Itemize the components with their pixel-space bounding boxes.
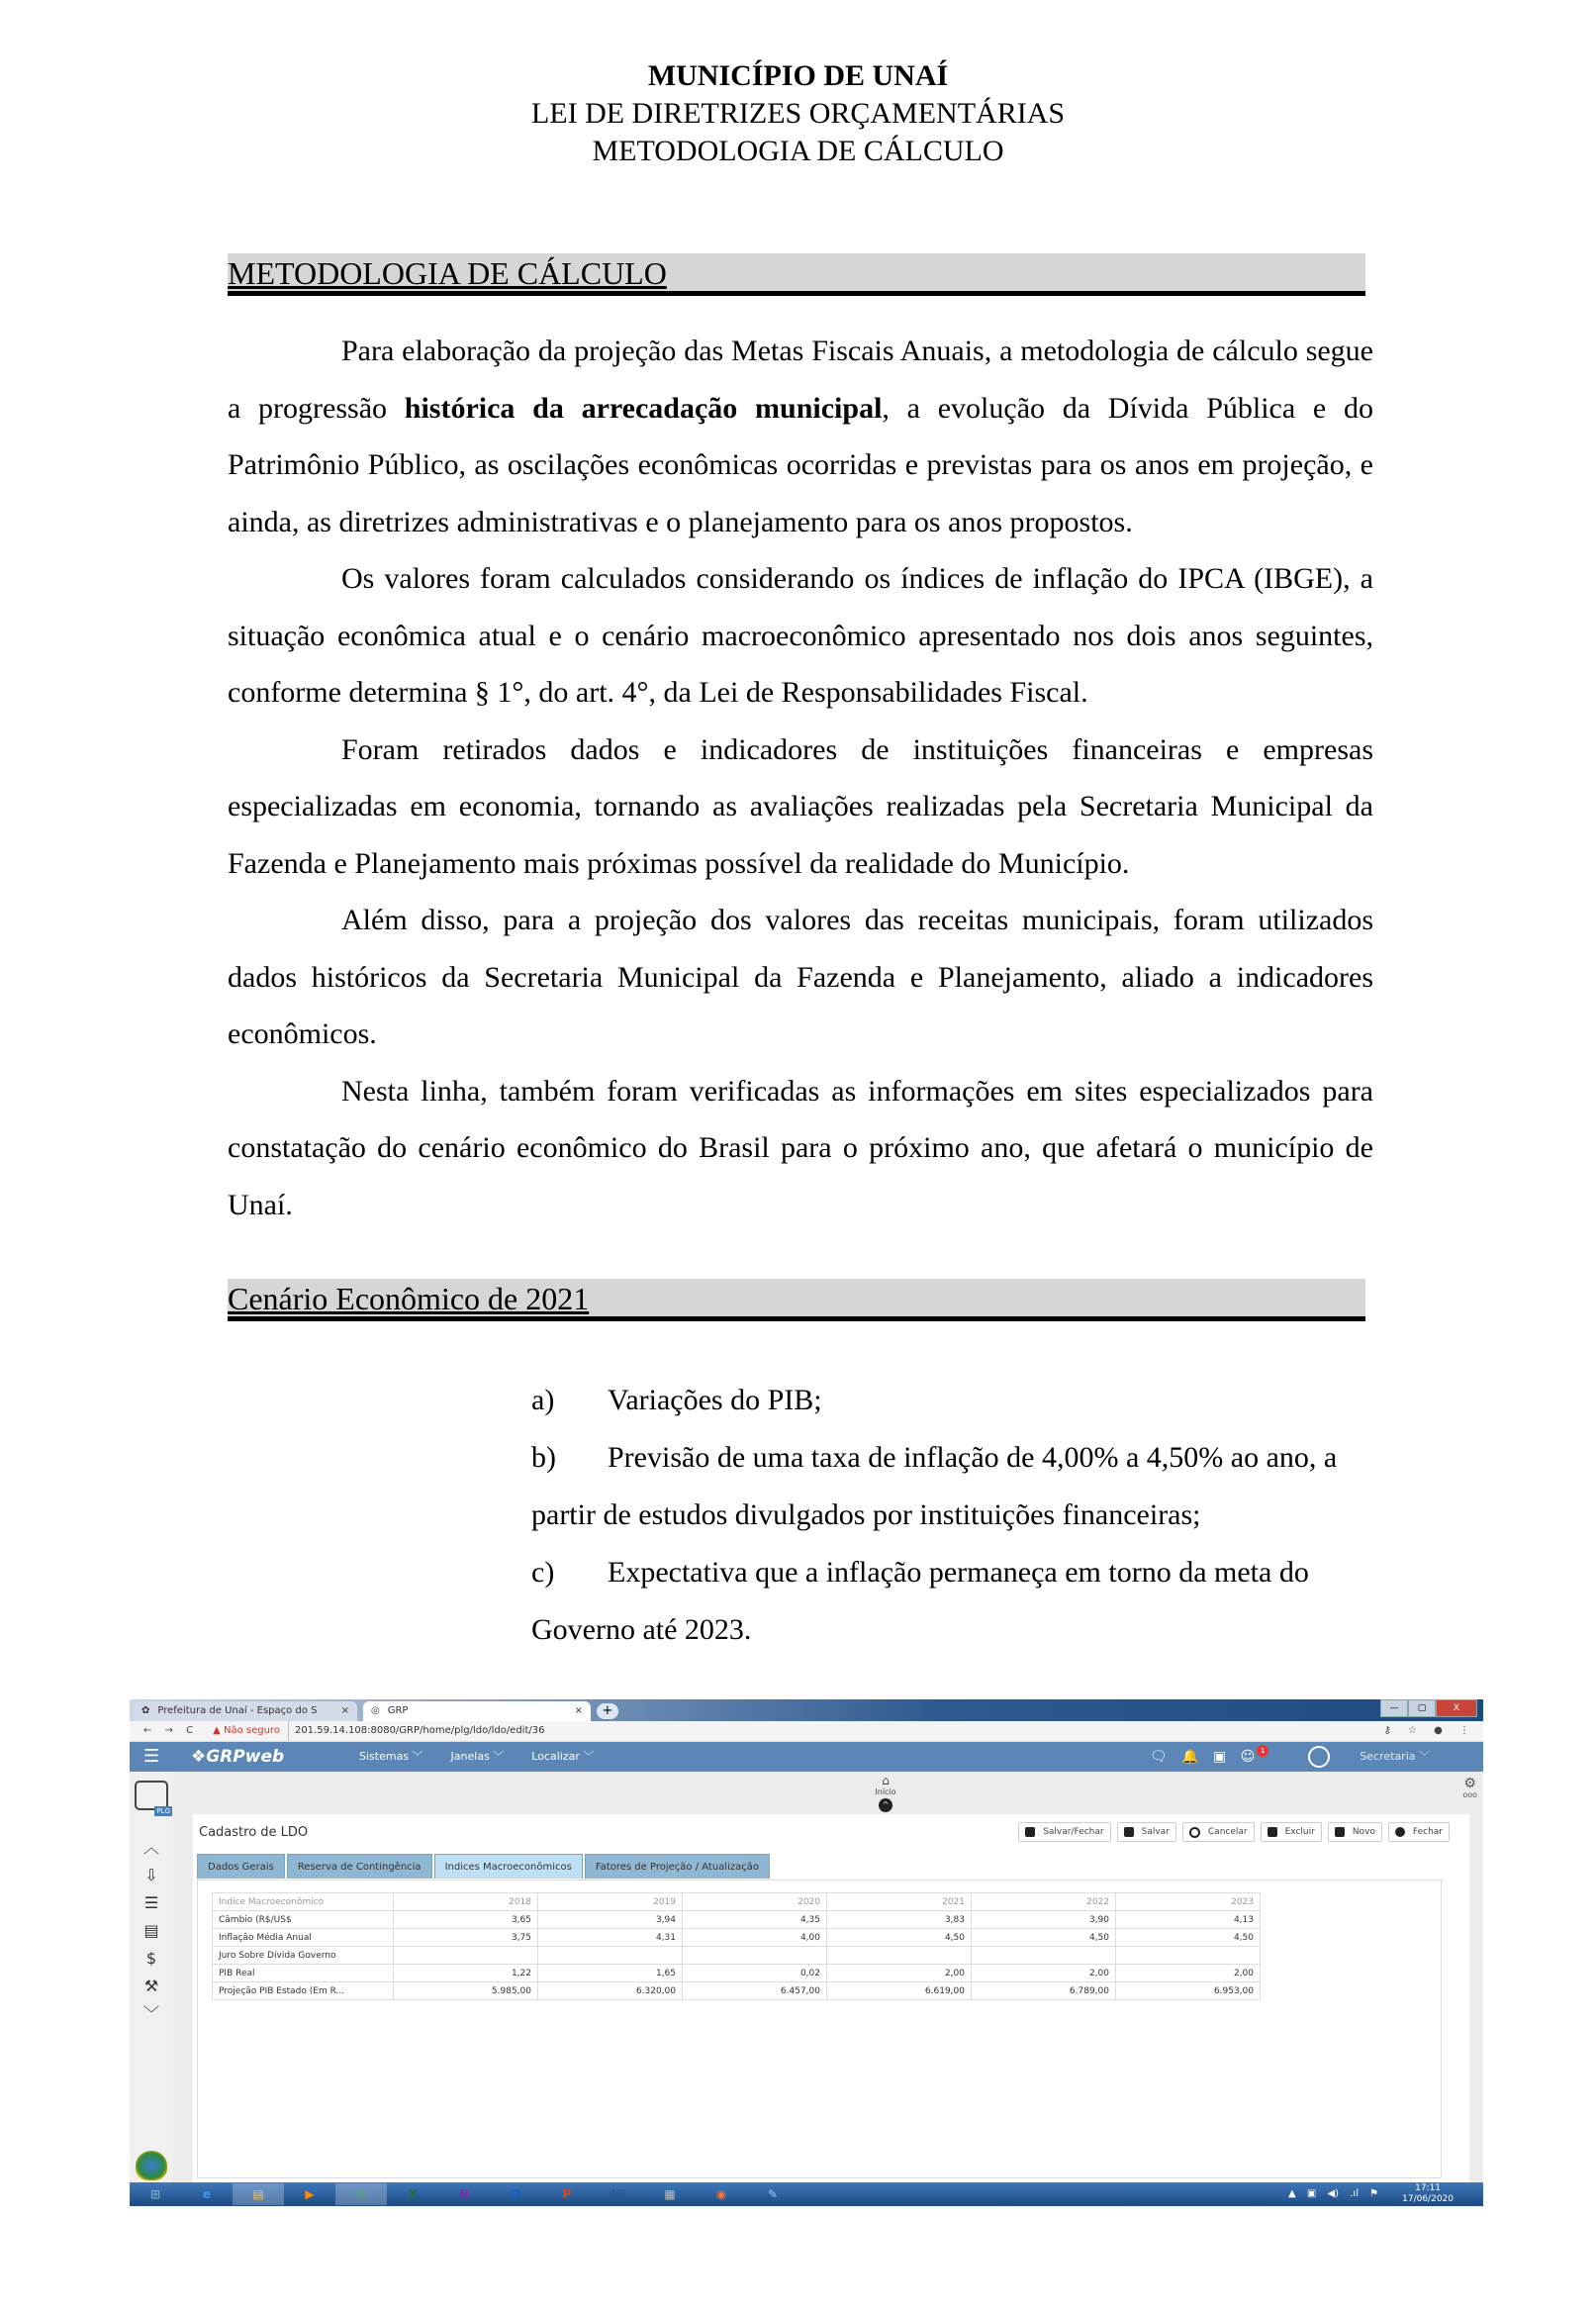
- chrome-icon[interactable]: ◎: [335, 2183, 387, 2205]
- app-header: [130, 1742, 1483, 1772]
- save-close-label: Salvar/Fechar: [1043, 1827, 1104, 1837]
- browser-tab-bar: [130, 1699, 1483, 1721]
- table-row[interactable]: [213, 1965, 1261, 1982]
- list-label: b): [531, 1441, 556, 1474]
- cancel-label: Cancelar: [1207, 1827, 1248, 1837]
- header-icons[interactable]: 🗨 🔔 ▣ ☺: [1149, 1749, 1256, 1765]
- value-cell[interactable]: 6.789,00: [972, 1982, 1116, 2000]
- tab-fatores-projecao[interactable]: Fatores de Projeção / Atualização: [585, 1854, 770, 1879]
- value-cell[interactable]: 3,90: [972, 1911, 1116, 1929]
- value-cell[interactable]: 3,94: [538, 1911, 683, 1929]
- close-tab-icon[interactable]: ×: [340, 1705, 349, 1716]
- save-close-button[interactable]: [1018, 1822, 1110, 1842]
- table-row[interactable]: [213, 1982, 1261, 2000]
- file-explorer-icon[interactable]: ▤: [233, 2183, 284, 2205]
- sidebar: [130, 1773, 173, 2182]
- home-label: Início: [875, 1787, 896, 1796]
- plg-module-icon[interactable]: [135, 1781, 170, 1815]
- delete-label: Excluir: [1284, 1827, 1315, 1837]
- value-cell[interactable]: 4,00: [683, 1929, 827, 1947]
- column-header: 2021: [827, 1893, 972, 1911]
- paragraph-1-text-end: , a evolução da Dívida Pública e do Patrimônio Público, as oscilações econômicas ocorridas e previstas para os anos em projeção, e ainda, as diretrizes administrativas e o planejamento para os anos propostos.: [228, 391, 1373, 538]
- list-text: Variações do PIB;: [608, 1384, 822, 1416]
- browser-tab-prefeitura[interactable]: [134, 1701, 357, 1721]
- chevron-down-icon[interactable]: ﹀: [142, 2004, 159, 2023]
- value-cell[interactable]: 4,50: [827, 1929, 972, 1947]
- outlook-icon[interactable]: O: [510, 2187, 521, 2201]
- new-button[interactable]: [1328, 1822, 1382, 1842]
- module-label: PLG: [156, 1807, 170, 1815]
- document-icon: [1124, 1827, 1134, 1837]
- macro-indices-table: [212, 1892, 1261, 2000]
- value-cell[interactable]: 4,50: [1116, 1929, 1261, 1947]
- value-cell[interactable]: 6.953,00: [1116, 1982, 1261, 2000]
- more-icon[interactable]: ooo: [1462, 1790, 1477, 1799]
- save-label: Salvar: [1141, 1827, 1170, 1837]
- collapse-icon[interactable]: ^: [879, 1798, 892, 1812]
- ldo-panel: [193, 1814, 1469, 2182]
- section-body-metodologia: [228, 323, 1373, 1233]
- section-heading-cenario: [228, 1279, 1365, 1321]
- internet-explorer-icon[interactable]: e: [202, 2187, 212, 2201]
- close-label: Fechar: [1412, 1827, 1443, 1837]
- section-title: METODOLOGIA DE CÁLCULO: [228, 255, 667, 291]
- list-label: c): [531, 1556, 555, 1589]
- checklist-icon[interactable]: ☰: [143, 1893, 159, 1912]
- toolbar: [1018, 1822, 1450, 1842]
- document-header-subtitle: METODOLOGIA DE CÁLCULO: [592, 135, 1004, 167]
- value-cell[interactable]: [538, 1947, 683, 1965]
- delete-button[interactable]: [1261, 1822, 1322, 1842]
- new-label: Novo: [1352, 1827, 1375, 1837]
- value-cell[interactable]: [972, 1947, 1116, 1965]
- page-title: Cadastro de LDO: [199, 1824, 309, 1840]
- value-cell[interactable]: 3,75: [394, 1929, 538, 1947]
- column-header: 2020: [683, 1893, 827, 1911]
- value-cell[interactable]: 5.985,00: [394, 1982, 538, 2000]
- chevron-up-icon[interactable]: ︿: [142, 1838, 159, 1857]
- row-label-cell: Juro Sobre Dívida Governo: [213, 1947, 394, 1965]
- clock-date: 17/06/2020: [1402, 2194, 1454, 2204]
- start-icon[interactable]: ⊞: [149, 2187, 161, 2201]
- home-button[interactable]: [866, 1775, 905, 1812]
- browser-action-icons[interactable]: ⚷ ☆ ● ⋮: [1383, 1725, 1469, 1736]
- not-secure-indicator[interactable]: ▲ Não seguro: [213, 1725, 280, 1736]
- value-cell[interactable]: 4,13: [1116, 1911, 1261, 1929]
- municipal-crest-icon: [136, 2151, 167, 2180]
- notification-badge: 1: [1257, 1745, 1268, 1757]
- value-cell[interactable]: 4,31: [538, 1929, 683, 1947]
- minimize-button[interactable]: —: [1380, 1699, 1408, 1717]
- hamburger-menu-icon[interactable]: ☰: [143, 1746, 160, 1767]
- paragraph-3: Foram retirados dados e indicadores de instituições financeiras e empresas especializadas em economia, tornando as avaliações realizadas pela Secretaria Municipal da Fazenda e Planejamento mais próximas possível da realidade do Município.: [228, 732, 1373, 880]
- save-button[interactable]: [1117, 1822, 1176, 1842]
- list-text: Expectativa que a inflação permaneça em torno da meta do Governo até 2023.: [531, 1556, 1309, 1646]
- gavel-icon[interactable]: ⚒: [143, 1977, 159, 1995]
- document-header-municipality: MUNICÍPIO DE UNAÍ: [647, 59, 949, 92]
- column-header: Indice Macroeconômico: [213, 1893, 394, 1911]
- new-tab-button[interactable]: +: [597, 1703, 618, 1719]
- tab-reserva-contingencia[interactable]: Reserva de Contingência: [287, 1854, 432, 1879]
- tab-dados-gerais[interactable]: Dados Gerais: [197, 1854, 285, 1879]
- crest-favicon-icon: ✿: [141, 1705, 150, 1716]
- grp-screenshot: [130, 1699, 1483, 2206]
- globe-icon: ◎: [371, 1705, 380, 1716]
- excel-icon[interactable]: X: [408, 2187, 418, 2201]
- tab-label: Prefeitura de Unaí - Espaço do S: [157, 1705, 318, 1716]
- windows-taskbar: [130, 2182, 1483, 2206]
- value-cell[interactable]: [394, 1947, 538, 1965]
- value-cell[interactable]: 6.457,00: [683, 1982, 827, 2000]
- list-text: Previsão de uma taxa de inflação de 4,00% a 4,50% ao ano, a partir de estudos divulgados por instituições financeiras;: [531, 1441, 1338, 1531]
- panel-header: [199, 1820, 1450, 1844]
- menu-janelas[interactable]: Janelas ﹀: [450, 1750, 505, 1763]
- word-icon[interactable]: W: [611, 2187, 625, 2201]
- taskbar-apps: [130, 2183, 798, 2205]
- paragraph-2: Os valores foram calculados considerando os índices de inflação do IPCA (IBGE), a situação econômica atual e o cenário macroeconômico apresentado nos dois anos seguintes, conforme determina § 1°, do art. 4°, da Lei de Responsabilidades Fiscal.: [228, 562, 1373, 709]
- value-cell[interactable]: 2,00: [972, 1965, 1116, 1982]
- home-strip: [173, 1773, 1483, 1814]
- paragraph-1-bold: histórica da arrecadação municipal: [404, 391, 883, 425]
- paragraph-5: Nesta linha, também foram verificadas as informações em sites especializados para constatação do cenário econômico do Brasil para o próximo ano, que afetará o município de Unaí.: [228, 1074, 1373, 1221]
- menu-sistemas[interactable]: Sistemas ﹀: [359, 1750, 423, 1763]
- paragraph-4: Além disso, para a projeção dos valores das receitas municipais, foram utilizados dados históricos da Secretaria Municipal da Fazenda e Planejamento, aliado a indicadores econômicos.: [228, 904, 1373, 1050]
- window-controls: [1380, 1699, 1477, 1717]
- value-cell[interactable]: 0,02: [683, 1965, 827, 1982]
- value-cell[interactable]: [1116, 1947, 1261, 1965]
- firefox-icon[interactable]: ◉: [715, 2187, 727, 2201]
- paragraph-1: [228, 323, 1373, 550]
- home-icon: ⌂: [882, 1774, 890, 1787]
- column-header: 2022: [972, 1893, 1116, 1911]
- form-list-icon[interactable]: ▤: [143, 1921, 159, 1940]
- document-header-law: LEI DE DIRETRIZES ORÇAMENTÁRIAS: [530, 97, 1066, 130]
- value-cell[interactable]: [827, 1947, 972, 1965]
- grpweb-logo: ❖GRPweb: [191, 1747, 285, 1767]
- value-cell[interactable]: 1,22: [394, 1965, 538, 1982]
- user-menu[interactable]: Secretaria ﹀: [1360, 1750, 1430, 1763]
- close-tab-icon[interactable]: ×: [574, 1705, 583, 1716]
- value-cell[interactable]: 6.619,00: [827, 1982, 972, 2000]
- clock[interactable]: [1402, 2183, 1454, 2205]
- value-cell[interactable]: 1,65: [538, 1965, 683, 1982]
- column-header: 2019: [538, 1893, 683, 1911]
- clock-time: 17:11: [1415, 2183, 1442, 2193]
- inbox-download-icon[interactable]: ⇩: [144, 1866, 158, 1884]
- value-cell[interactable]: 2,00: [1116, 1965, 1261, 1982]
- gear-icon: ⚙: [1463, 1776, 1476, 1791]
- table-container: [197, 1880, 1442, 2178]
- table-header-row: [213, 1893, 1261, 1911]
- money-icon[interactable]: $: [145, 1949, 157, 1968]
- close-button[interactable]: [1388, 1822, 1450, 1842]
- value-cell[interactable]: 4,35: [683, 1911, 827, 1929]
- section-heading-metodologia: [228, 253, 1365, 296]
- value-cell[interactable]: 6.320,00: [538, 1982, 683, 2000]
- value-cell[interactable]: [683, 1947, 827, 1965]
- table-row[interactable]: [213, 1947, 1261, 1965]
- menu-localizar[interactable]: Localizar ﹀: [531, 1750, 595, 1763]
- tab-indices-macroeconomicos[interactable]: Indices Macroeconômicos: [434, 1854, 583, 1879]
- plus-icon: [1335, 1827, 1345, 1837]
- table-row[interactable]: [213, 1929, 1261, 1947]
- value-cell[interactable]: 4,50: [972, 1929, 1116, 1947]
- tab-label: GRP: [387, 1705, 409, 1716]
- powerpoint-icon[interactable]: P: [562, 2187, 572, 2201]
- list-item: [531, 1372, 1382, 1429]
- scenario-list: [531, 1372, 1382, 1659]
- navigation-buttons[interactable]: ← → C: [143, 1725, 194, 1736]
- row-label-cell: Projeção PIB Estado (Em R...: [213, 1982, 394, 2000]
- trash-icon: [1267, 1827, 1277, 1837]
- system-tray-icons[interactable]: ▲ ▣ ◀) .ıl ⚑: [1287, 2188, 1379, 2199]
- row-label-cell: PIB Real: [213, 1965, 394, 1982]
- row-label-cell: Inflação Média Anual: [213, 1929, 394, 1947]
- cancel-button[interactable]: [1182, 1822, 1255, 1842]
- section-title: Cenário Econômico de 2021: [228, 1281, 590, 1316]
- value-cell[interactable]: 3,65: [394, 1911, 538, 1929]
- close-window-button[interactable]: X: [1436, 1699, 1477, 1717]
- column-header: 2018: [394, 1893, 538, 1911]
- value-cell[interactable]: 2,00: [827, 1965, 972, 1982]
- settings-button[interactable]: [1462, 1777, 1477, 1800]
- calculator-icon[interactable]: ▦: [664, 2187, 676, 2201]
- table-row[interactable]: [213, 1911, 1261, 1929]
- browser-tab-grp[interactable]: [363, 1701, 591, 1721]
- form-tabs: [197, 1854, 1444, 1881]
- url-input[interactable]: 201.59.14.108:8080/GRP/home/plg/ldo/ldo/edit/36: [288, 1721, 1383, 1741]
- close-circle-icon: [1395, 1827, 1405, 1837]
- list-item: [531, 1544, 1382, 1659]
- address-bar: [130, 1721, 1483, 1742]
- onenote-icon[interactable]: N: [458, 2187, 470, 2201]
- list-item: [531, 1429, 1382, 1544]
- ban-icon: [1189, 1827, 1200, 1838]
- paragraph-1-text: Para elaboração da projeção das Metas Fiscais Anuais, a metodologia de cálculo segue a progressão: [228, 335, 1373, 425]
- avatar[interactable]: [1308, 1746, 1330, 1768]
- media-player-icon[interactable]: ▶: [305, 2187, 315, 2201]
- floppy-icon: [1025, 1827, 1035, 1837]
- paint-icon[interactable]: ✎: [767, 2187, 779, 2201]
- column-header: 2023: [1116, 1893, 1261, 1911]
- row-label-cell: Câmbio (R$/US$: [213, 1911, 394, 1929]
- maximize-button[interactable]: ▢: [1408, 1699, 1436, 1717]
- value-cell[interactable]: 3,83: [827, 1911, 972, 1929]
- list-label: a): [531, 1384, 555, 1416]
